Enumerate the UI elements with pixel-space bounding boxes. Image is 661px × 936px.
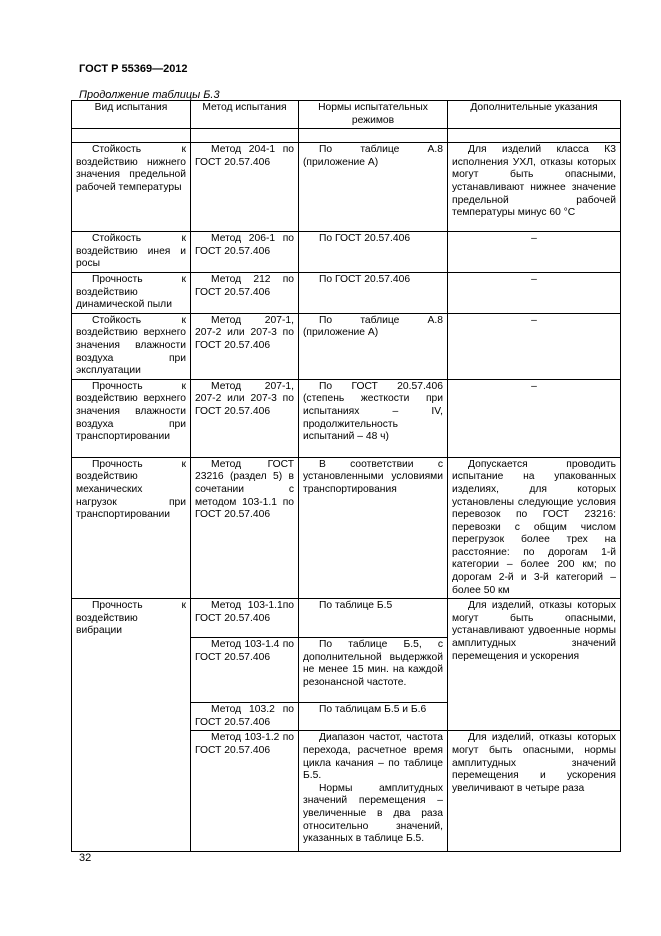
cell-method: Метод 103-1.2 по ГОСТ 20.57.406	[191, 731, 299, 852]
cell-norms: По таблице А.8 (приложение А)	[299, 143, 448, 232]
cell-type: Стойкость к воздействию верхнего значения влажности воздуха при эксплуатации	[72, 313, 191, 379]
cell-notes: Для изделий, отказы которых могут быть опасными, нормы амплитудных значений перемещения и ускорения увеличивают в четыре раза	[448, 731, 621, 852]
col-header-type: Вид испытания	[72, 101, 191, 129]
col-header-method: Метод испытания	[191, 101, 299, 129]
cell-method: Метод 207-1, 207-2 или 207-3 по ГОСТ 20.57.406	[191, 313, 299, 379]
table-row	[72, 457, 621, 599]
cell-norms	[299, 731, 448, 852]
cell-norms: По таблице Б.5, с дополнительной выдержкой не менее 15 мин. на каждой резонансной частоте.	[299, 638, 448, 703]
cell-norms: По ГОСТ 20.57.406	[299, 232, 448, 273]
table-row-vibration	[72, 599, 621, 638]
cell-notes: –	[448, 232, 621, 273]
cell-norms: По таблицам Б.5 и Б.6	[299, 703, 448, 731]
cell-notes: –	[448, 272, 621, 313]
cell-type: Прочность к воздействию механических нагрузок при транспортировании	[72, 457, 191, 599]
cell-notes: –	[448, 379, 621, 457]
cell-notes: Для изделий, отказы которых могут быть опасными, устанавливают удвоенные нормы амплитудных значений перемещения и ускорения	[448, 599, 621, 731]
cell-method: Метод 103-1.4 по ГОСТ 20.57.406	[191, 638, 299, 703]
table-header-row	[72, 101, 621, 129]
table-row	[72, 313, 621, 379]
cell-method: Метод 207-1, 207-2 или 207-3 по ГОСТ 20.57.406	[191, 379, 299, 457]
test-table	[71, 100, 621, 852]
col-header-norms: Нормы испытательных режимов	[299, 101, 448, 129]
cell-type: Прочность к воздействию вибрации	[72, 599, 191, 852]
cell-method: Метод 206-1 по ГОСТ 20.57.406	[191, 232, 299, 273]
cell-norms: По таблице Б.5	[299, 599, 448, 638]
cell-type: Прочность к воздействию динамической пыли	[72, 272, 191, 313]
document-header: ГОСТ Р 55369—2012	[79, 63, 188, 75]
cell-method: Метод 103-1.1по ГОСТ 20.57.406	[191, 599, 299, 638]
numbering-row	[72, 129, 621, 143]
cell-notes: –	[448, 313, 621, 379]
cell-norms: По таблице А.8 (приложение А)	[299, 313, 448, 379]
table-row	[72, 232, 621, 273]
table-row	[72, 379, 621, 457]
cell-type: Стойкость к воздействию нижнего значения предельной рабочей температуры	[72, 143, 191, 232]
norms-paragraph: Диапазон частот, частота перехода, расчетное время цикла качания – по таблице Б.5.	[303, 732, 443, 782]
page-number: 32	[79, 852, 92, 864]
norms-paragraph: Нормы амплитудных значений перемещения – увеличенные в два раза относительно значений, указанных в таблице Б.5.	[303, 782, 443, 845]
cell-method: Метод 103.2 по ГОСТ 20.57.406	[191, 703, 299, 731]
cell-method: Метод 204-1 по ГОСТ 20.57.406	[191, 143, 299, 232]
table-caption: Продолжение таблицы Б.3	[79, 89, 220, 101]
cell-norms: В соответствии с установленными условиями транспортирования	[299, 457, 448, 599]
table-row	[72, 143, 621, 232]
col-header-notes: Дополнительные указания	[448, 101, 621, 129]
cell-method: Метод ГОСТ 23216 (раздел 5) в сочетании с методом 103-1.1 по ГОСТ 20.57.406	[191, 457, 299, 599]
cell-type: Прочность к воздействию верхнего значения влажности воздуха при транспортировании	[72, 379, 191, 457]
cell-type: Стойкость к воздействию инея и росы	[72, 232, 191, 273]
cell-norms: По ГОСТ 20.57.406	[299, 272, 448, 313]
cell-notes: Для изделий класса К3 исполнения УХЛ, отказы которых могут быть опасными, устанавливают нижнее значение предельной рабочей температуры минус 60 °С	[448, 143, 621, 232]
cell-notes: Допускается проводить испытание на упакованных изделиях, для которых установлены следующие условия перевозок по ГОСТ 23216: перевозки с общим числом перегрузок более трех на расстояние: по дорогам 1-й категории – более 200 км; по дорогам 2-й и 3-й категорий – более 50 км	[448, 457, 621, 599]
cell-norms: По ГОСТ 20.57.406 (степень жесткости при испытаниях – IV, продолжительность испытаний – 48 ч)	[299, 379, 448, 457]
cell-method: Метод 212 по ГОСТ 20.57.406	[191, 272, 299, 313]
table-row	[72, 272, 621, 313]
